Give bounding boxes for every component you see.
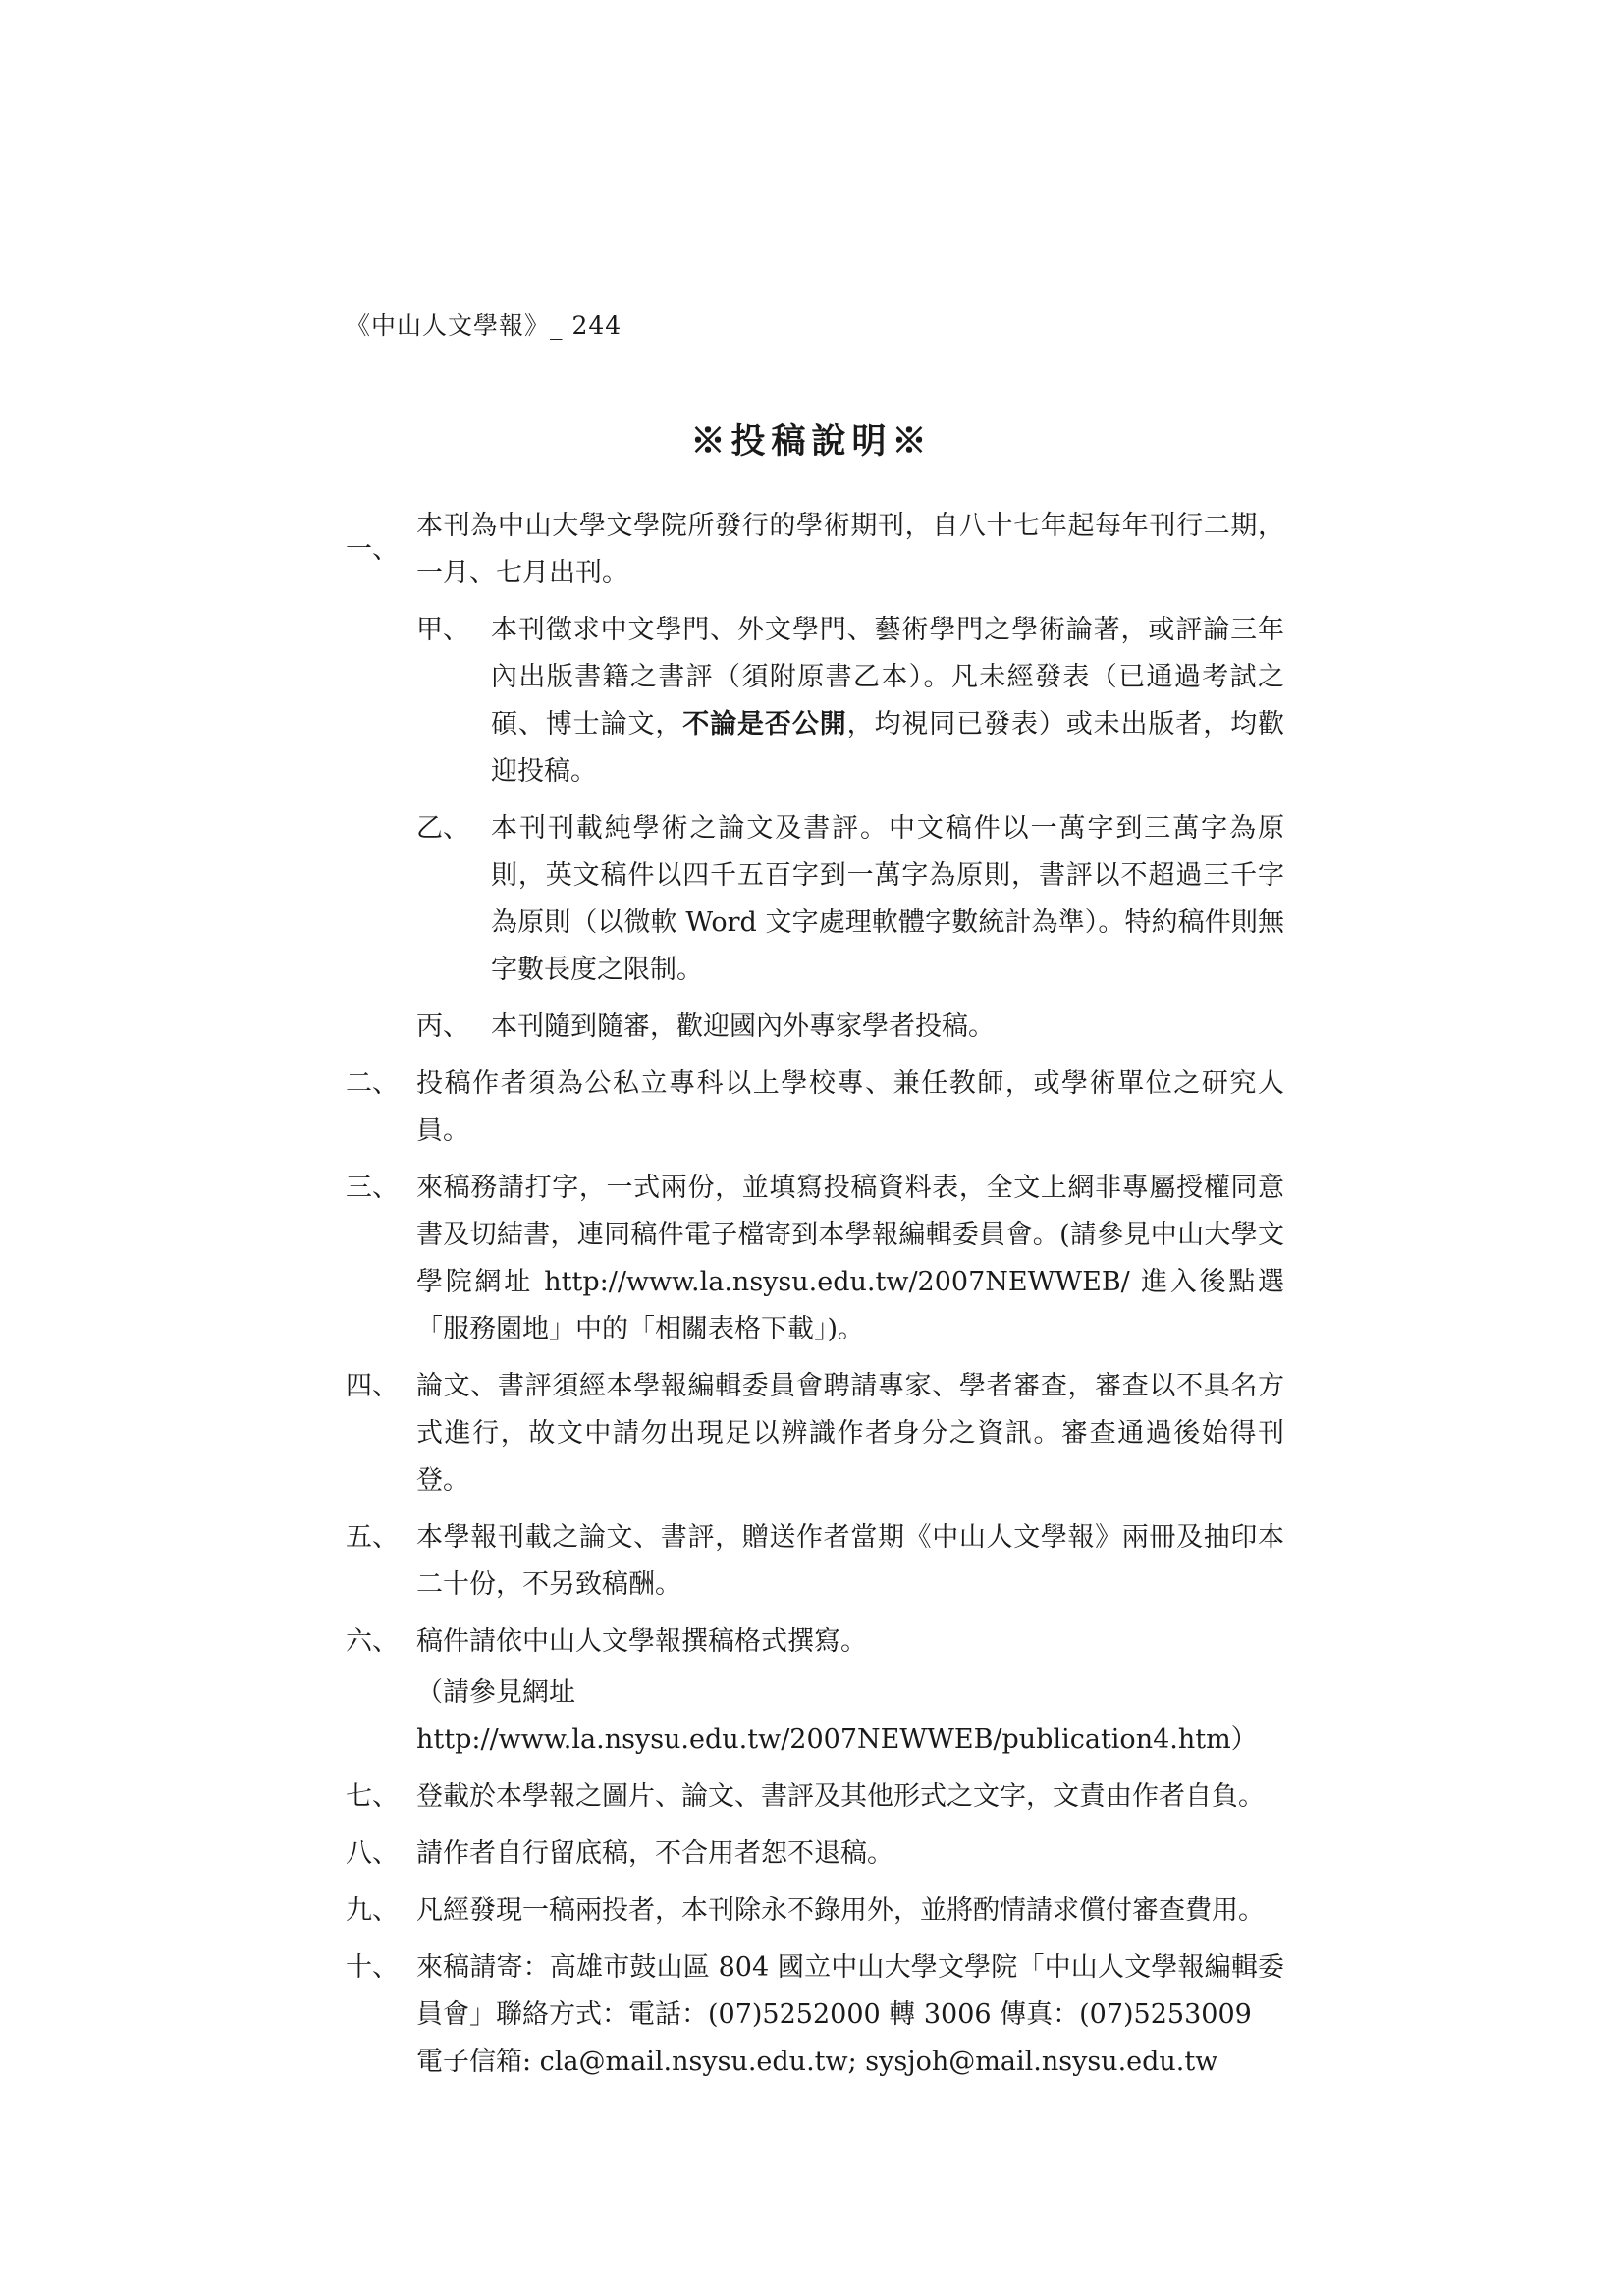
sub-item-text-pre: 本刊徵求中文學門、外文學門、藝術學門之學術論著，或評論三年內出版書籍之書評（須附原書乙本）。凡未經發表（已通過考試之碩、博士論文， <box>491 615 1284 739</box>
sub-item-jia <box>416 607 1284 795</box>
guideline-item-2 <box>346 1061 1284 1155</box>
item-text-block <box>416 1944 1284 2086</box>
sub-item-text: 本刊隨到隨審，歡迎國內外專家學者投稿。 <box>491 1011 995 1042</box>
item-text: 來稿務請打字，一式兩份，並填寫投稿資料表，全文上網非專屬授權同意書及切結書，連同稿件電子檔寄到本學報編輯委員會。(請參見中山大學文學院網址 http://www.la.nsysu.edu.tw/2007NEWWEB/ 進入後點選「服務園地」中的「相關表格下載」)。 <box>416 1173 1284 1344</box>
item-text: 稿件請依中山人文學報撰稿格式撰寫。 <box>416 1626 867 1657</box>
guideline-item-7 <box>346 1774 1284 1821</box>
submission-guidelines <box>346 503 1284 2096</box>
item-number: 三、 <box>346 1173 399 1203</box>
guideline-item-8 <box>346 1831 1284 1878</box>
item-text: 本刊為中山大學文學院所發行的學術期刊，自八十七年起每年刊行二期，一月、七月出刊。 <box>416 511 1284 588</box>
item-text: 論文、書評須經本學報編輯委員會聘請專家、學者審查，審查以不具名方式進行，故文中請勿出現足以辨識作者身分之資訊。審查通過後始得刊登。 <box>416 1371 1284 1496</box>
guideline-item-4 <box>346 1363 1284 1504</box>
sub-item-yi <box>416 805 1284 994</box>
contact-address: 來稿請寄：高雄市鼓山區 804 國立中山大學文學院「中山人文學報編輯委員會」聯絡方式：電話：(07)5252000 轉 3006 傳真：(07)5253009 <box>416 1952 1284 2030</box>
item-number: 八、 <box>346 1838 399 1869</box>
item-text: 投稿作者須為公私立專科以上學校專、兼任教師，或學術單位之研究人員。 <box>416 1068 1284 1146</box>
item-number: 十、 <box>346 1952 399 1983</box>
sub-item-text: 本刊刊載純學術之論文及書評。中文稿件以一萬字到三萬字為原則，英文稿件以四千五百字到一萬字為原則，書評以不超過三千字為原則（以微軟 Word 文字處理軟體字數統計為準）。特約稿件則無字數長度之限制。 <box>491 813 1284 985</box>
sub-item-bing <box>416 1004 1284 1051</box>
guideline-item-6 <box>346 1618 1284 1666</box>
item-number: 一、 <box>346 534 399 565</box>
item-number: 七、 <box>346 1781 399 1812</box>
format-url-note: （請參見網址 http://www.la.nsysu.edu.tw/2007NEWWEB/publication4.htm） <box>416 1677 1258 1755</box>
guideline-item-9 <box>346 1887 1284 1935</box>
page-title: ※投稿說明※ <box>690 421 933 462</box>
item-text: 凡經發現一稿兩投者，本刊除永不錄用外，並將酌情請求償付審查費用。 <box>416 1895 1265 1926</box>
item-text: 登載於本學報之圖片、論文、書評及其他形式之文字，文責由作者自負。 <box>416 1781 1265 1812</box>
item-number: 四、 <box>346 1371 399 1401</box>
item-text: 本學報刊載之論文、書評，贈送作者當期《中山人文學報》兩冊及抽印本二十份，不另致稿酬。 <box>416 1522 1284 1600</box>
guideline-item-10 <box>346 1944 1284 2086</box>
sub-item-text <box>491 607 1284 795</box>
guideline-item-3 <box>346 1165 1284 1353</box>
sub-item-number: 甲、 <box>416 615 469 645</box>
contact-email: 電子信箱: cla@mail.nsysu.edu.tw; sysjoh@mail.nsysu.edu.tw <box>416 2047 1218 2077</box>
item-number: 六、 <box>346 1626 399 1657</box>
guideline-sub-list <box>416 607 1284 1051</box>
running-header: 《中山人文學報》_ 244 <box>346 311 622 340</box>
item-text: 請作者自行留底稿，不合用者恕不退稿。 <box>416 1838 893 1869</box>
item-number: 五、 <box>346 1522 399 1553</box>
sub-item-number: 丙、 <box>416 1011 469 1042</box>
guideline-item-1 <box>346 503 1284 597</box>
emphasis-text: 不論是否公開 <box>682 709 847 739</box>
sub-item-number: 乙、 <box>416 813 469 844</box>
guideline-item-5 <box>346 1514 1284 1609</box>
item-number: 二、 <box>346 1068 399 1099</box>
item-number: 九、 <box>346 1895 399 1926</box>
sub-item-text-post: ，均視同已發表）或未出版者，均歡迎投稿。 <box>491 709 1285 787</box>
